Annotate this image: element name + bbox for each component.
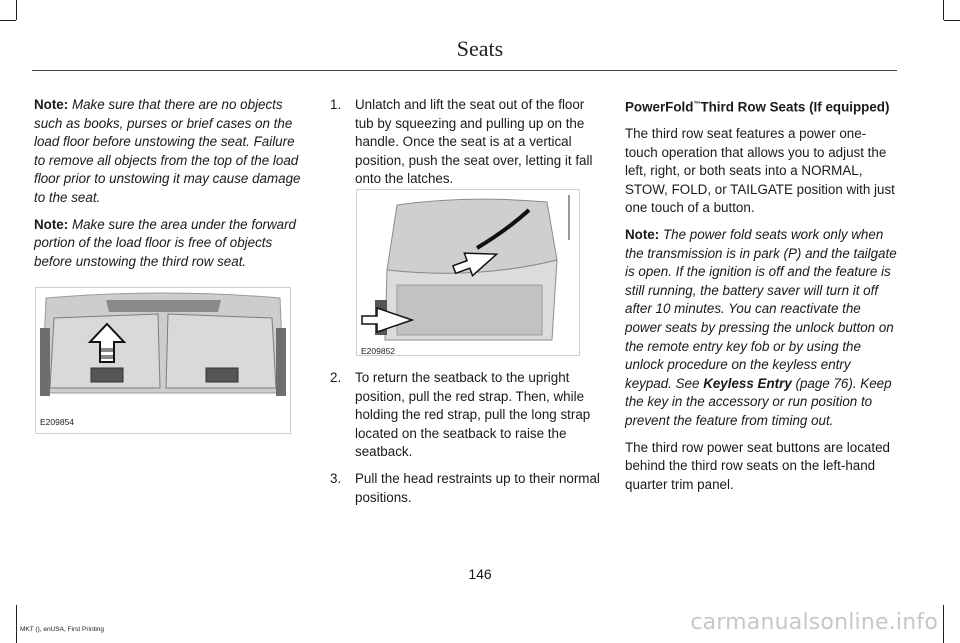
step-item (330, 470, 602, 507)
figure-code: E209854 (40, 417, 75, 427)
heading-text: Third Row Seats (If equipped) (700, 99, 890, 115)
right-column (625, 96, 897, 502)
note-text: Make sure the area under the forward portion of the load floor is free of objects before unstowing the third row seat. (34, 216, 296, 269)
print-info: MKT (), enUSA, First Printing (20, 626, 105, 633)
note-paragraph (625, 226, 897, 431)
steps-list-bottom (330, 369, 602, 507)
trademark-symbol: ™ (693, 101, 701, 108)
note-label: Note: (34, 216, 69, 232)
crop-mark (16, 0, 17, 20)
heading-text: PowerFold (625, 99, 694, 115)
step-number: 2. (330, 370, 342, 385)
note-label: Note: (625, 227, 660, 243)
page-title: Seats (456, 36, 504, 61)
note-text: (page 76). Keep the key in the accessory or run position to prevent the feature from timing out. (625, 375, 892, 428)
step-text: Pull the head restraints up to their normal positions. (355, 470, 600, 505)
step-item (330, 96, 602, 189)
step-item (330, 369, 602, 462)
note-text: The power fold seats work only when the transmission is in park (P) and the tailgate is open. If the ignition is off and the feature is still running, the battery saver will turn it off after 10 minutes. You can reactivate the power seats by pressing the unlock button on the remote entry key fob or by using the unlock procedure on the keyless entry keypad. See (625, 227, 897, 391)
figure-code: E209852 (361, 346, 396, 356)
crop-mark (16, 605, 17, 643)
middle-column-lower (330, 369, 602, 513)
crop-mark (943, 0, 944, 20)
note-paragraph (34, 216, 306, 272)
body-paragraph: The third row power seat buttons are located behind the third row seats on the left-hand quarter trim panel. (625, 439, 890, 492)
seat-unlatch-illustration (356, 189, 580, 356)
note-text: Make sure that there are no objects such as books, purses or brief cases on the load floor before unstowing the seat. Failure to remove all objects from the top of the load floor prior to unstowing it may cause damage to the seat. (34, 97, 301, 205)
watermark: carmanualsonline.info (690, 610, 938, 635)
steps-list-top (330, 96, 602, 189)
seat-unlatch-drawing (357, 190, 579, 355)
step-number: 1. (330, 97, 342, 112)
cross-reference-link[interactable]: Keyless Entry (703, 375, 792, 391)
crop-mark (0, 20, 16, 21)
step-text: To return the seatback to the upright position, pull the red strap. Then, while holding the red strap, pull the long strap located on the seatback to raise the seatback. (355, 370, 591, 460)
step-text: Unlatch and lift the seat out of the floor tub by squeezing and pulling up on the handle. Once the seat is at a vertical position, push the seat over, letting it fall onto the latches. (355, 97, 593, 187)
body-paragraph: The third row seat features a power one-touch operation that allows you to adjust the left, right, or both seats into a NORMAL, STOW, FOLD, or TAILGATE position with just one touch of a button. (625, 126, 895, 216)
left-column (34, 96, 306, 279)
step-number: 3. (330, 470, 342, 486)
crop-mark (944, 20, 960, 21)
header-divider (32, 70, 897, 71)
load-floor-illustration (35, 287, 291, 434)
page-number: 146 (468, 566, 492, 582)
section-heading (625, 96, 897, 117)
crop-mark (943, 605, 944, 643)
note-label: Note: (34, 97, 69, 112)
load-floor-drawing (36, 288, 290, 433)
note-paragraph (34, 96, 306, 208)
middle-column (330, 96, 602, 195)
